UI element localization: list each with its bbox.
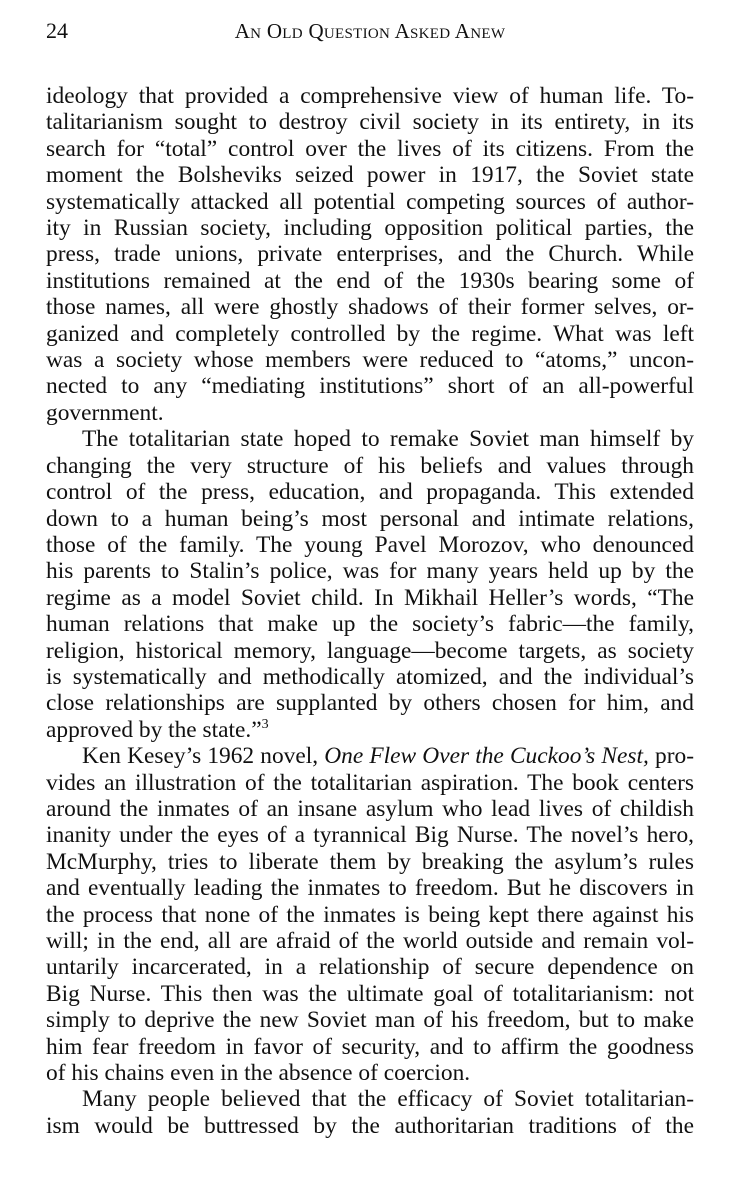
text-line: of his chains even in the absence of coercion. <box>46 1060 471 1087</box>
text-line: ism would be buttressed by the authoritarian traditions of the <box>46 1112 694 1139</box>
text-line: Many people believed that the efficacy of Soviet totalitarian- <box>82 1086 694 1113</box>
text-line-content: Ken Kesey’s 1962 novel, <box>82 743 325 770</box>
text-line-content: approved by the state.” <box>46 716 262 743</box>
text-line: ganized and completely controlled by the regime. What was left <box>46 320 694 347</box>
book-title: One Flew Over the Cuckoo’s Nest, <box>324 743 649 770</box>
text-line: around the inmates of an insane asylum who lead lives of childish <box>46 795 694 822</box>
footnote-marker[interactable]: 3 <box>261 716 269 732</box>
paragraph-3 <box>46 743 694 1086</box>
text-line: Big Nurse. This then was the ultimate goal of totalitarianism: not <box>46 980 694 1007</box>
text-line: nected to any “mediating institutions” short of an all-powerful <box>46 373 694 400</box>
book-page <box>46 0 694 1183</box>
text-line: press, trade unions, private enterprises, and the Church. While <box>46 241 694 268</box>
text-line: human relations that make up the society’s fabric—the family, <box>46 611 694 638</box>
text-line: ideology that provided a comprehensive view of human life. To- <box>46 83 694 109</box>
text-line: search for “total” control over the lives of its citizens. From the <box>46 135 694 162</box>
text-line: McMurphy, tries to liberate them by breaking the asylum’s rules <box>46 848 694 875</box>
text-line: will; in the end, all are afraid of the world outside and remain vol- <box>46 928 694 954</box>
text-line: is systematically and methodically atomized, and the individual’s <box>46 663 694 690</box>
text-line: The totalitarian state hoped to remake Soviet man himself by <box>82 426 694 453</box>
text-line <box>46 717 694 743</box>
running-head <box>46 16 694 46</box>
text-line: ity in Russian society, including opposition political parties, the <box>46 215 694 242</box>
text-line: his parents to Stalin’s police, was for many years held up by the <box>46 558 694 585</box>
text-line: moment the Bolsheviks seized power in 1917, the Soviet state <box>46 162 694 189</box>
text-line: untarily incarcerated, in a relationship of secure dependence on <box>46 954 694 981</box>
text-line: those names, all were ghostly shadows of their former selves, or- <box>46 294 694 321</box>
page-number: 24 <box>46 18 68 43</box>
text-line: and eventually leading the inmates to freedom. But he discovers in <box>46 875 694 902</box>
text-line: vides an illustration of the totalitarian aspiration. The book centers <box>46 769 694 796</box>
text-line: him fear freedom in favor of security, and to affirm the goodness <box>46 1033 694 1060</box>
text-line: institutions remained at the end of the 1930s bearing some of <box>46 267 694 294</box>
text-line: religion, historical memory, language—become targets, as society <box>46 637 694 664</box>
text-line: close relationships are supplanted by others chosen for him, and <box>46 690 694 717</box>
text-line <box>46 743 694 769</box>
text-line: down to a human being’s most personal and intimate relations, <box>46 505 694 532</box>
paragraph-4 <box>46 1086 694 1139</box>
text-line: the process that none of the inmates is being kept there against his <box>46 901 694 928</box>
text-line-content: pro- <box>648 743 694 770</box>
text-line: talitarianism sought to destroy civil society in its entirety, in its <box>46 109 694 136</box>
paragraph-1 <box>46 83 694 426</box>
text-line: systematically attacked all potential competing sources of author- <box>46 188 694 215</box>
body-text <box>46 83 694 1139</box>
running-title: An Old Question Asked Anew <box>234 19 506 43</box>
text-line: those of the family. The young Pavel Morozov, who denounced <box>46 531 694 558</box>
paragraph-2 <box>46 426 694 743</box>
text-line: inanity under the eyes of a tyrannical Big Nurse. The novel’s hero, <box>46 822 694 849</box>
text-line: regime as a model Soviet child. In Mikhail Heller’s words, “The <box>46 584 694 611</box>
text-line: changing the very structure of his beliefs and values through <box>46 452 694 479</box>
text-line: simply to deprive the new Soviet man of his freedom, but to make <box>46 1007 694 1034</box>
text-line: was a society whose members were reduced to “atoms,” uncon- <box>46 347 694 374</box>
text-line: government. <box>46 399 164 426</box>
text-line: control of the press, education, and propaganda. This extended <box>46 479 694 506</box>
